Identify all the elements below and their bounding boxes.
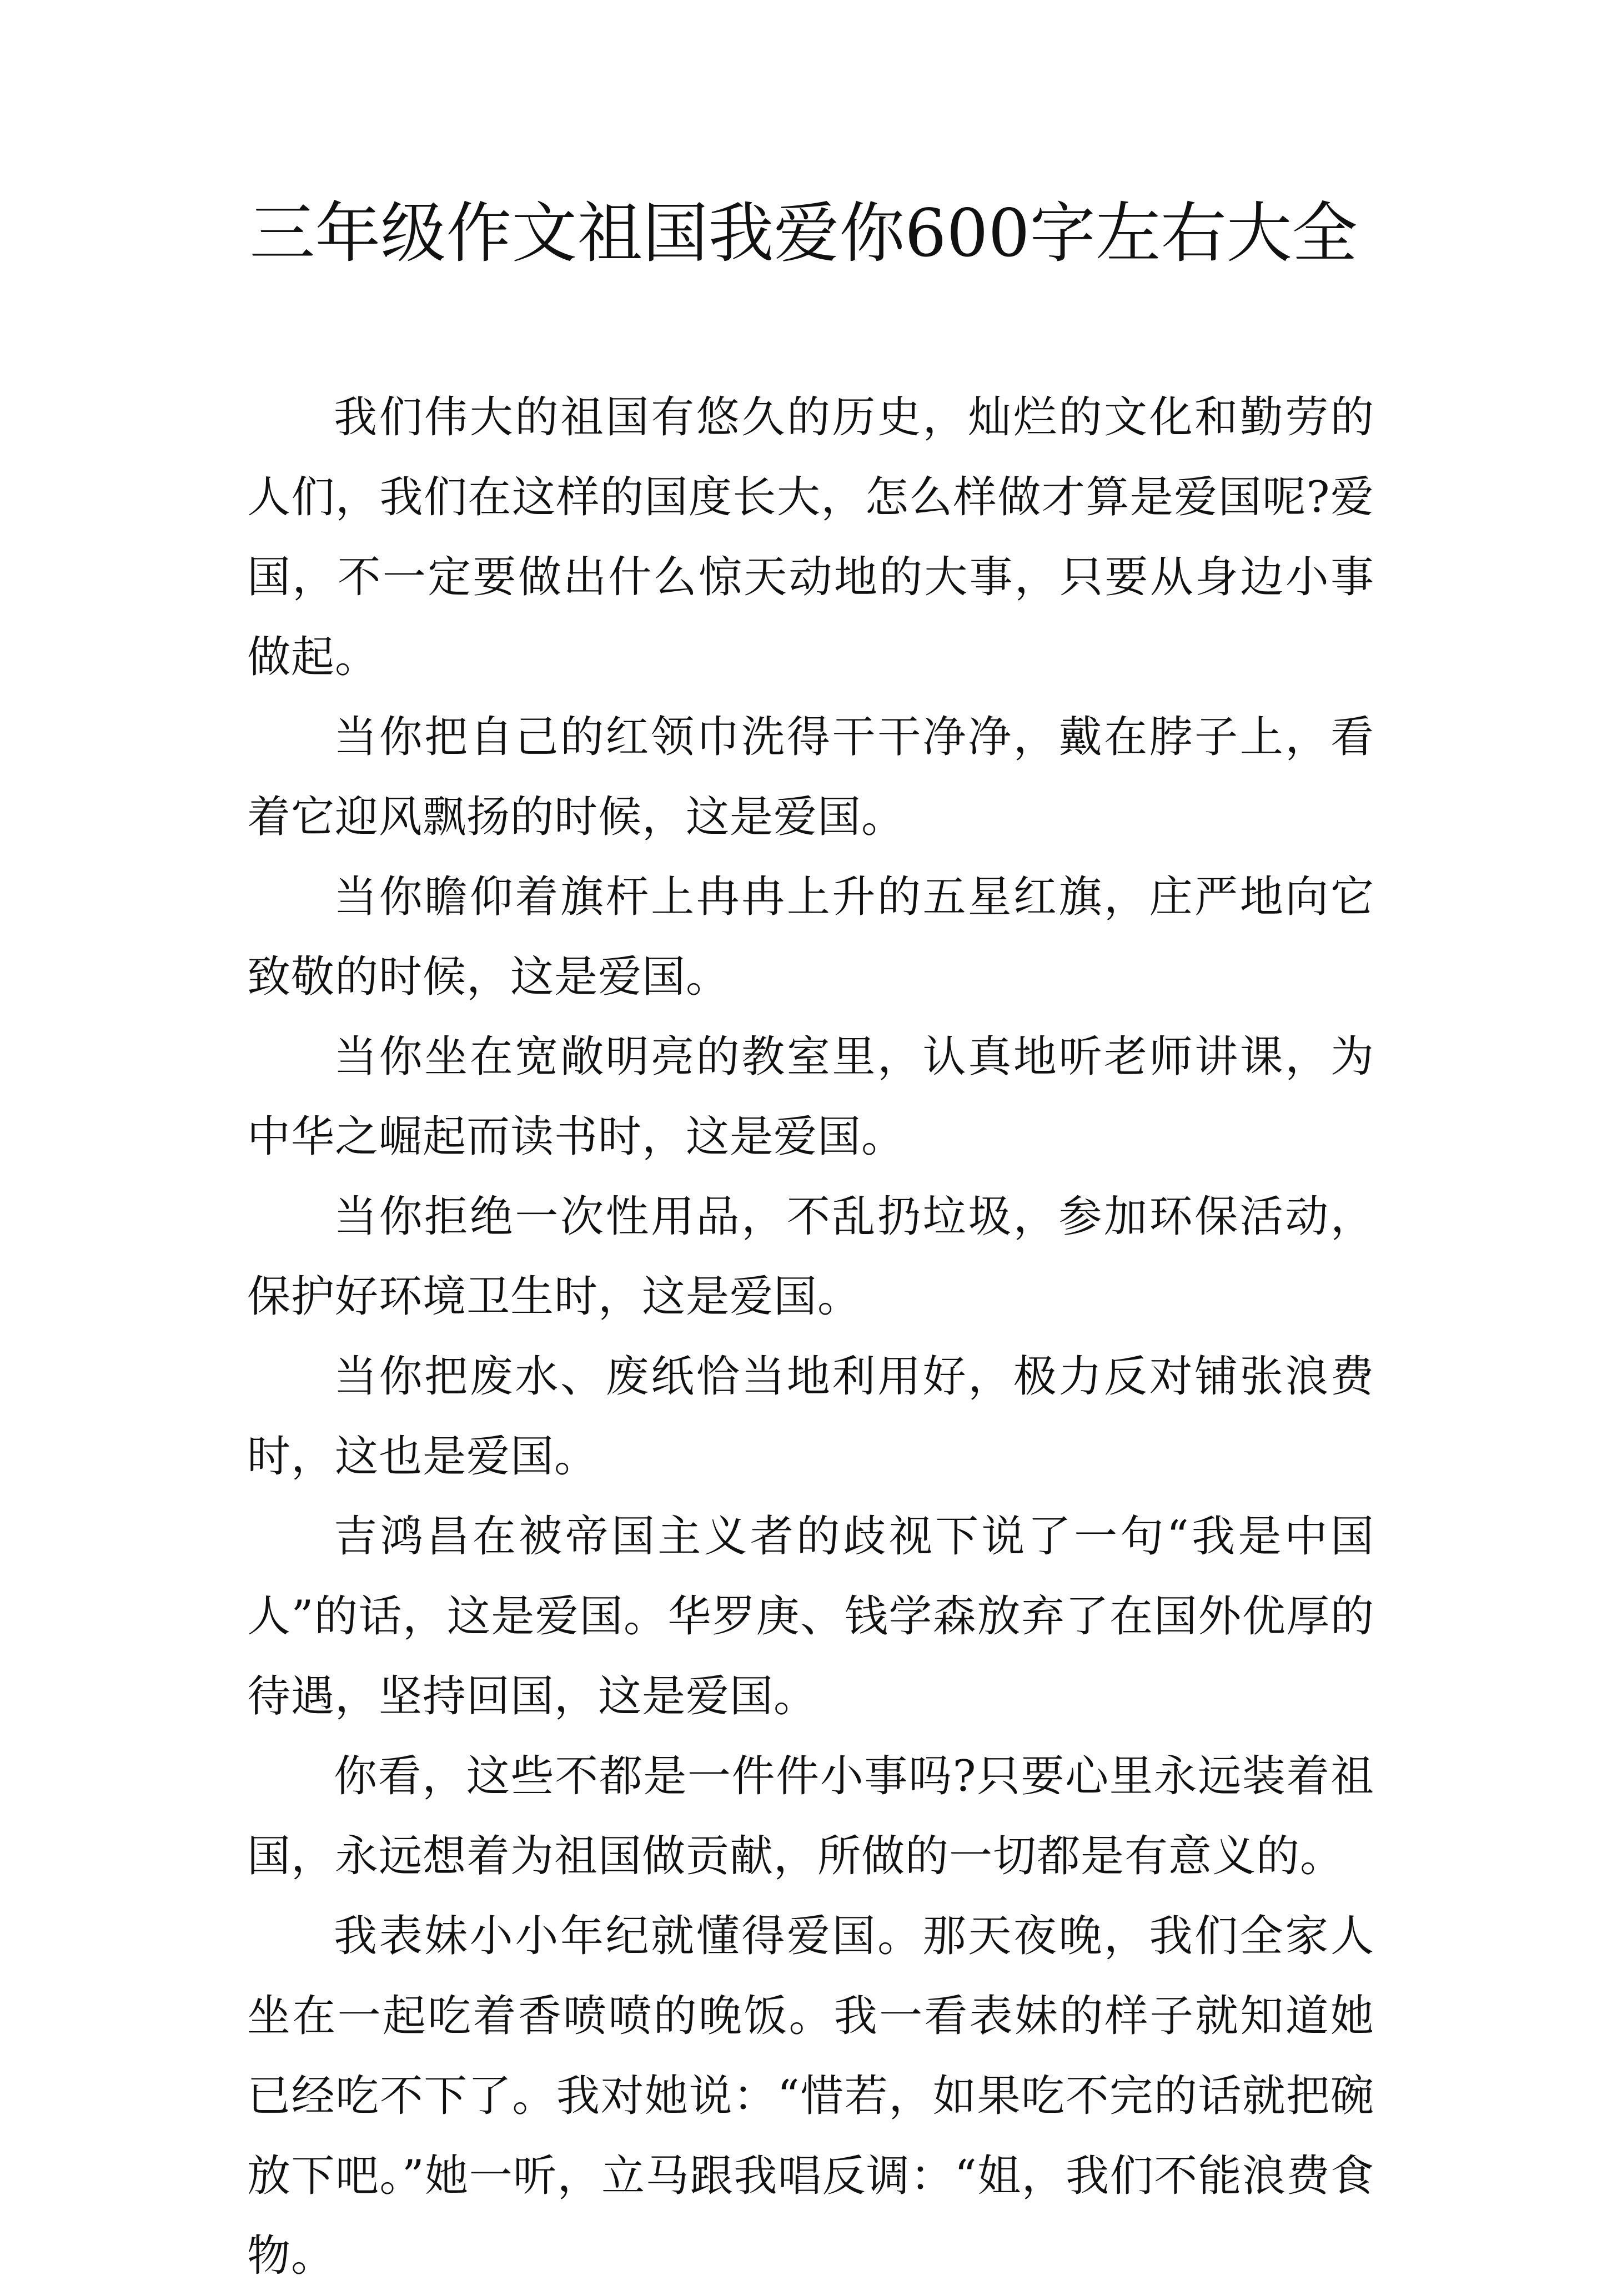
document-body [247, 377, 1374, 2296]
paragraph: 当你拒绝一次性用品，不乱扔垃圾，参加环保活动，保护好环境卫生时，这是爱国。 [247, 1192, 1374, 1322]
paragraph: 当你把废水、废纸恰当地利用好，极力反对铺张浪费时，这也是爱国。 [247, 1352, 1374, 1482]
paragraph: 你看，这些不都是一件件小事吗?只要心里永远装着祖国，永远想着为祖国做贡献，所做的一切都是有意义的。 [247, 1751, 1374, 1881]
document-title: 三年级作文祖国我爱你600字左右大全 [249, 195, 1358, 271]
paragraph: 当你把自己的红领巾洗得干干净净，戴在脖子上，看着它迎风飘扬的时候，这是爱国。 [247, 712, 1374, 842]
paragraph: 吉鸿昌在被帝国主义者的歧视下说了一句“我是中国人”的话，这是爱国。华罗庚、钱学森放弃了在国外优厚的待遇，坚持回国，这是爱国。 [247, 1512, 1374, 1721]
paragraph: 我们伟大的祖国有悠久的历史，灿烂的文化和勤劳的人们，我们在这样的国度长大，怎么样做才算是爱国呢?爱国，不一定要做出什么惊天动地的大事，只要从身边小事做起。 [247, 392, 1374, 682]
paragraph: 当你瞻仰着旗杆上冉冉上升的五星红旗，庄严地向它致敬的时候，这是爱国。 [247, 872, 1374, 1002]
paragraph: 当你坐在宽敞明亮的教室里，认真地听老师讲课，为中华之崛起而读书时，这是爱国。 [247, 1032, 1374, 1162]
paragraph: 我表妹小小年纪就懂得爱国。那天夜晚，我们全家人坐在一起吃着香喷喷的晚饭。我一看表妹的样子就知道她已经吃不下了。我对她说：“惜若，如果吃不完的话就把碗放下吧。”她一听，立马跟我唱反调：“姐，我们不能浪费食物。 [247, 1911, 1374, 2281]
